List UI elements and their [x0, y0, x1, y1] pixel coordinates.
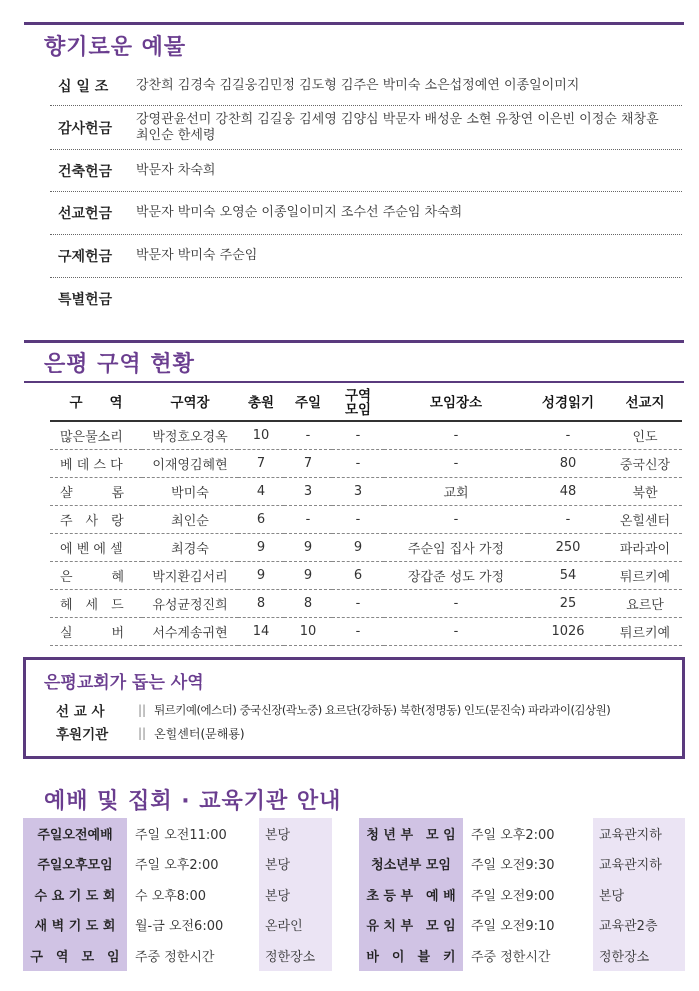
district-place: 주순임 집사 가정: [384, 533, 528, 561]
district-mission-field: 온힐센터: [608, 505, 682, 533]
schedule-name: 구 역 모 임: [23, 940, 127, 971]
header-district: 구 역: [50, 386, 142, 421]
district-place: 교회: [384, 477, 528, 505]
offering-row-tithe: [50, 66, 682, 106]
schedule-place: 교육관2층: [593, 910, 685, 941]
district-sunday: 10: [284, 617, 332, 645]
header-place: 모임장소: [384, 386, 528, 421]
schedule-time: 주일 오전11:00: [127, 818, 259, 849]
schedule-name: 주일오전예배: [23, 818, 127, 849]
district-meeting: -: [332, 589, 384, 617]
district-name: 많은물소리: [50, 421, 142, 449]
schedule-place: 정한장소: [259, 940, 332, 971]
district-leader: 이재영김혜현: [142, 449, 238, 477]
offering-row-mission: [50, 192, 682, 235]
district-leader: 박정호오경옥: [142, 421, 238, 449]
schedule-time: 주일 오전9:30: [463, 849, 593, 880]
district-total: 8: [238, 589, 284, 617]
mission-label: 후원기관: [56, 727, 109, 743]
table-row: [50, 505, 682, 533]
district-name: 샬 롬: [50, 477, 142, 505]
district-mission-field: 튀르키예: [608, 617, 682, 645]
district-meeting: 9: [332, 533, 384, 561]
schedule-row: [359, 940, 685, 971]
offering-names: 강찬희 김경숙 김길웅김민정 김도형 김주은 박미숙 소은섭정예연 이종일이미지: [136, 77, 580, 93]
schedule-place: 본당: [259, 818, 332, 849]
offering-label: 감사헌금: [58, 120, 113, 137]
schedule-name: 초 등 부 예 배: [359, 879, 463, 910]
district-meeting: -: [332, 449, 384, 477]
offering-label: 구제헌금: [58, 249, 113, 265]
district-bible: -: [528, 505, 608, 533]
district-name: 에 벤 에 셀: [50, 533, 142, 561]
schedule-row: [359, 818, 685, 849]
schedule-row: [359, 849, 685, 880]
district-leader: 서수계송귀현: [142, 617, 238, 645]
district-place: -: [384, 505, 528, 533]
district-total: 9: [238, 533, 284, 561]
table-row: [50, 589, 682, 617]
mission-text: 튀르키예(에스더) 중국신장(곽노중) 요르단(강하동) 북한(정명동) 인도(문진숙) 파라과이(김상원): [154, 703, 611, 717]
district-name: 베 데 스 다: [50, 449, 142, 477]
schedule-place: 정한장소: [593, 940, 685, 971]
district-bible: 250: [528, 533, 608, 561]
district-leader: 박미숙: [142, 477, 238, 505]
table-row: [50, 477, 682, 505]
district-total: 14: [238, 617, 284, 645]
district-place: -: [384, 617, 528, 645]
district-name: 은 혜: [50, 561, 142, 589]
offering-row-relief: [50, 235, 682, 278]
offering-names: 박문자 박미숙 주순임: [136, 248, 258, 263]
district-mission-field: 튀르키예: [608, 561, 682, 589]
district-bible: 80: [528, 449, 608, 477]
district-mission-field: 파라과이: [608, 533, 682, 561]
mission-separator: ||: [138, 703, 147, 717]
table-row: [50, 561, 682, 589]
district-mission-field: 북한: [608, 477, 682, 505]
schedule-place: 온라인: [259, 910, 332, 941]
schedule-place: 본당: [259, 849, 332, 880]
schedule-time: 주중 정한시간: [127, 940, 259, 971]
district-place: -: [384, 421, 528, 449]
district-meeting: -: [332, 421, 384, 449]
offerings-top-rule: [24, 22, 684, 25]
schedule-place: 교육관지하: [593, 849, 685, 880]
schedule-name: 새 벽 기 도 회: [23, 910, 127, 941]
district-leader: 최인순: [142, 505, 238, 533]
schedule-name: 유 치 부 모 임: [359, 910, 463, 941]
district-bible: -: [528, 421, 608, 449]
offering-label: 선교헌금: [58, 206, 113, 222]
district-meeting: -: [332, 617, 384, 645]
table-row: [50, 449, 682, 477]
schedule-title: 예배 및 집회 · 교육기관 안내: [44, 789, 342, 814]
schedule-row: [23, 910, 332, 941]
offering-names: 강영관윤선미 강찬희 김길웅 김세영 김양심 박문자 배성운 소현 유창연 이은빈 이정순 채창훈 최인순 한세령: [136, 111, 659, 143]
district-name: 실 버: [50, 617, 142, 645]
district-bible: 1026: [528, 617, 608, 645]
mission-row-missionaries: [56, 700, 610, 720]
mission-title: 은평교회가 돕는 사역: [44, 673, 204, 693]
schedule-name: 수 요 기 도 회: [23, 879, 127, 910]
header-leader: 구역장: [142, 386, 238, 421]
district-table: [50, 386, 682, 646]
district-total: 4: [238, 477, 284, 505]
district-place: 장갑준 성도 가정: [384, 561, 528, 589]
header-sunday: 주일: [284, 386, 332, 421]
schedule-time: 주일 오후2:00: [127, 849, 259, 880]
schedule-name: 주일오후모임: [23, 849, 127, 880]
district-total: 7: [238, 449, 284, 477]
offering-label: 특별헌금: [58, 292, 113, 308]
district-bible: 54: [528, 561, 608, 589]
district-bible: 25: [528, 589, 608, 617]
district-meeting: 6: [332, 561, 384, 589]
schedule-right: [359, 818, 685, 971]
offering-label: 십 일 조: [58, 78, 109, 95]
schedule-time: 주일 오후2:00: [463, 818, 593, 849]
schedule-time: 월-금 오전6:00: [127, 910, 259, 941]
offerings-title: 향기로운 예물: [44, 35, 187, 60]
schedule-name: 청소년부 모임: [359, 849, 463, 880]
schedule-row: [23, 849, 332, 880]
district-mission-field: 요르단: [608, 589, 682, 617]
district-leader: 유성균정진희: [142, 589, 238, 617]
district-sunday: 9: [284, 561, 332, 589]
header-mission-field: 선교지: [608, 386, 682, 421]
mission-label: 선 교 사: [56, 704, 105, 720]
table-row: [50, 533, 682, 561]
districts-title: 은평 구역 현황: [44, 352, 195, 377]
offering-row-thanks: [50, 106, 682, 150]
schedule-row: [359, 879, 685, 910]
header-total: 총원: [238, 386, 284, 421]
district-total: 10: [238, 421, 284, 449]
mission-text: 온힐센터(문해룡): [154, 726, 245, 741]
header-meeting: 구역 모임: [332, 386, 384, 421]
offering-names: 박문자 차숙희: [136, 162, 216, 178]
district-sunday: -: [284, 505, 332, 533]
mission-separator: ||: [138, 726, 147, 740]
schedule-time: 수 오후8:00: [127, 879, 259, 910]
schedule-place: 본당: [259, 879, 332, 910]
district-sunday: 7: [284, 449, 332, 477]
schedule-left: [23, 818, 332, 971]
schedule-place: 교육관지하: [593, 818, 685, 849]
district-place: -: [384, 589, 528, 617]
district-sunday: 9: [284, 533, 332, 561]
district-leader: 박지환김서리: [142, 561, 238, 589]
table-row: [50, 421, 682, 449]
schedule-row: [23, 818, 332, 849]
district-sunday: 3: [284, 477, 332, 505]
offering-row-special: [50, 278, 682, 320]
district-total: 9: [238, 561, 284, 589]
schedule-name: 바 이 블 키: [359, 940, 463, 971]
schedule-place: 본당: [593, 879, 685, 910]
district-name: 주 사 랑: [50, 505, 142, 533]
district-place: -: [384, 449, 528, 477]
mission-row-sponsor: [56, 723, 245, 743]
districts-top-rule: [24, 340, 684, 343]
schedule-time: 주일 오전9:10: [463, 910, 593, 941]
districts-title-underline: [24, 381, 684, 383]
schedule-time: 주일 오전9:00: [463, 879, 593, 910]
offering-row-building: [50, 150, 682, 192]
district-mission-field: 중국신장: [608, 449, 682, 477]
district-leader: 최경숙: [142, 533, 238, 561]
district-meeting: -: [332, 505, 384, 533]
schedule-row: [359, 910, 685, 941]
district-mission-field: 인도: [608, 421, 682, 449]
schedule-time: 주중 정한시간: [463, 940, 593, 971]
header-bible: 성경읽기: [528, 386, 608, 421]
district-sunday: -: [284, 421, 332, 449]
schedule-row: [23, 879, 332, 910]
district-total: 6: [238, 505, 284, 533]
mission-box: [23, 657, 685, 759]
offering-names: 박문자 박미숙 오영순 이종일이미지 조수선 주순임 차숙희: [136, 205, 463, 220]
district-sunday: 8: [284, 589, 332, 617]
table-row: [50, 617, 682, 645]
schedule-name: 청 년 부 모 임: [359, 818, 463, 849]
district-meeting: 3: [332, 477, 384, 505]
district-header-row: [50, 386, 682, 421]
district-bible: 48: [528, 477, 608, 505]
district-name: 헤 세 드: [50, 589, 142, 617]
offering-label: 건축헌금: [58, 163, 113, 180]
schedule-row: [23, 940, 332, 971]
